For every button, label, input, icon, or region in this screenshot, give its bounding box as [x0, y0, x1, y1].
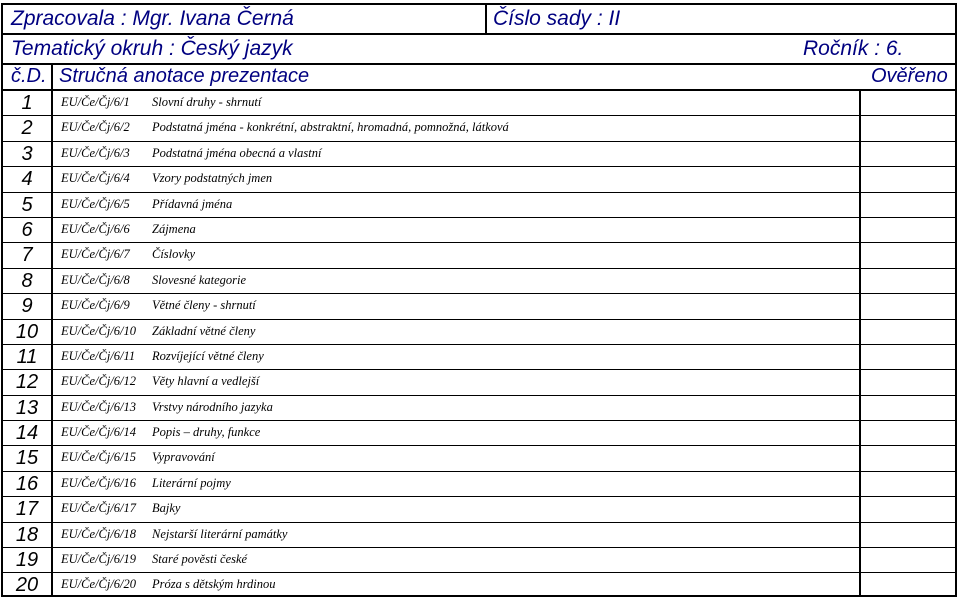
presentation-code: EU/Če/Čj/6/10 [61, 323, 136, 338]
row-number: 7 [21, 244, 33, 267]
presentation-title: Větné členy - shrnutí [152, 298, 256, 313]
presentation-title: Vypravování [152, 450, 215, 465]
table-row [3, 167, 955, 192]
table-row [3, 294, 955, 319]
presentation-code: EU/Če/Čj/6/16 [61, 475, 136, 490]
row-number: 16 [15, 472, 39, 495]
presentation-code: EU/Če/Čj/6/1 [61, 95, 130, 109]
row-number: 10 [15, 320, 39, 343]
table-row [3, 472, 955, 497]
presentation-code: EU/Če/Čj/6/11 [61, 348, 136, 363]
row-number: 20 [15, 574, 39, 597]
row-number: 4 [21, 168, 33, 191]
document-sheet [1, 3, 957, 597]
presentation-code: EU/Če/Čj/6/9 [61, 298, 130, 313]
column-divider [51, 65, 53, 89]
row-number: 8 [21, 269, 33, 292]
presentation-title: Podstatná jména obecná a vlastní [152, 145, 322, 160]
row-number: 5 [21, 193, 33, 216]
row-number: 19 [15, 549, 39, 572]
presentation-title: Literární pojmy [152, 475, 231, 490]
row-number: 18 [15, 523, 39, 546]
presentation-code: EU/Če/Čj/6/12 [61, 374, 136, 389]
table-row [3, 91, 955, 116]
table-row [3, 218, 955, 243]
table-row [3, 320, 955, 345]
presentation-code: EU/Če/Čj/6/5 [61, 196, 130, 211]
number-column-divider [51, 91, 53, 595]
presentation-title: Přídavná jména [152, 196, 233, 211]
table-row [3, 269, 955, 294]
presentation-code: EU/Če/Čj/6/18 [61, 526, 136, 541]
presentation-title: Podstatná jména - konkrétní, abstraktní, hromadná, pomnožná, látková [152, 120, 509, 135]
presentation-title: Rozvíjející větné členy [152, 348, 264, 363]
grade-label: Ročník : 6. [803, 37, 904, 60]
row-number: 1 [21, 92, 33, 114]
table-row [3, 370, 955, 395]
presentation-title: Slovní druhy - shrnutí [152, 95, 262, 109]
presentation-code: EU/Če/Čj/6/2 [61, 120, 130, 135]
column-header-verified: Ověřeno [871, 65, 948, 87]
verified-column-divider [859, 91, 861, 595]
presentation-title: Nejstarší literární památky [152, 526, 288, 541]
annotation-table [3, 91, 955, 595]
header-divider [485, 5, 487, 33]
presentation-code: EU/Če/Čj/6/8 [61, 272, 130, 287]
column-header-row [3, 65, 955, 91]
table-row [3, 523, 955, 548]
presentation-title: Zájmena [152, 221, 196, 236]
presentation-code: EU/Če/Čj/6/6 [61, 221, 130, 236]
row-number: 6 [21, 218, 33, 241]
table-row [3, 446, 955, 471]
table-row [3, 193, 955, 218]
topic-label: Tematický okruh : Český jazyk [11, 37, 293, 60]
presentation-code: EU/Če/Čj/6/20 [61, 577, 136, 592]
table-row [3, 243, 955, 268]
row-number: 2 [21, 117, 33, 140]
table-row [3, 548, 955, 573]
presentation-title: Základní větné členy [152, 323, 256, 338]
presentation-code: EU/Če/Čj/6/14 [61, 425, 136, 440]
presentation-title: Staré pověsti české [152, 552, 248, 567]
table-row [3, 497, 955, 522]
row-number: 3 [21, 142, 33, 165]
set-number-label: Číslo sady : II [493, 7, 621, 30]
table-row [3, 116, 955, 141]
column-header-annotation: Stručná anotace prezentace [59, 65, 310, 87]
table-row [3, 345, 955, 370]
presentation-title: Bajky [152, 501, 181, 516]
presentation-title: Věty hlavní a vedlejší [152, 374, 260, 389]
author-label: Zpracovala : Mgr. Ivana Černá [11, 7, 294, 30]
presentation-title: Popis – druhy, funkce [152, 425, 261, 440]
presentation-code: EU/Če/Čj/6/3 [61, 145, 130, 160]
row-number: 11 [16, 345, 38, 368]
presentation-title: Slovesné kategorie [152, 272, 247, 287]
presentation-code: EU/Če/Čj/6/4 [61, 171, 130, 186]
presentation-code: EU/Če/Čj/6/17 [61, 501, 136, 516]
presentation-title: Vrstvy národního jazyka [152, 399, 273, 414]
table-row [3, 396, 955, 421]
row-number: 13 [15, 396, 39, 419]
row-number: 12 [15, 371, 39, 394]
presentation-title: Číslovky [152, 247, 196, 262]
column-header-number: č.D. [11, 65, 47, 87]
presentation-title: Vzory podstatných jmen [152, 171, 273, 186]
row-number: 15 [15, 447, 39, 470]
presentation-code: EU/Če/Čj/6/7 [61, 247, 130, 262]
row-number: 14 [15, 422, 39, 445]
table-row [3, 573, 955, 598]
table-row [3, 421, 955, 446]
table-row [3, 142, 955, 167]
presentation-code: EU/Če/Čj/6/15 [61, 450, 136, 465]
header-row-author [3, 5, 955, 35]
presentation-code: EU/Če/Čj/6/19 [61, 552, 136, 567]
presentation-code: EU/Če/Čj/6/13 [61, 399, 136, 414]
row-number: 9 [21, 295, 33, 318]
presentation-title: Próza s dětským hrdinou [152, 577, 276, 592]
header-row-topic [3, 35, 955, 65]
row-number: 17 [15, 498, 39, 521]
